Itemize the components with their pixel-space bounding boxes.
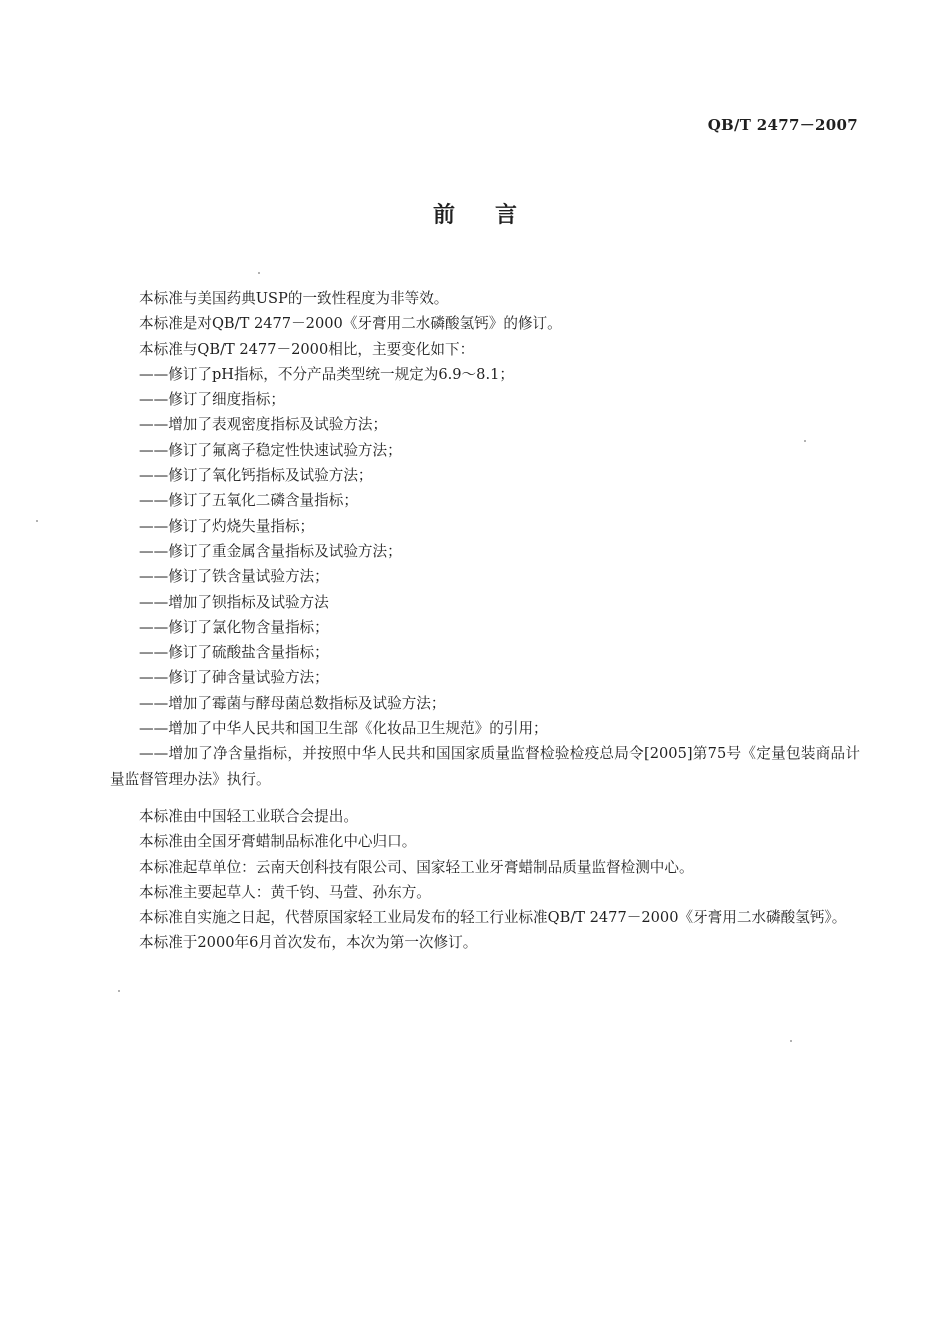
paragraph: 本标准起草单位：云南天创科技有限公司、国家轻工业牙膏蜡制品质量监督检测中心。 [139, 858, 694, 876]
paragraph: 本标准自实施之日起，代替原国家轻工业局发布的轻工行业标准QB/T 2477－2000《牙膏用二水磷酸氢钙》。 [139, 909, 847, 927]
paragraph: 本标准是对QB/T 2477－2000《牙膏用二水磷酸氢钙》的修订。 [139, 315, 562, 333]
change-item: ——修订了细度指标； [139, 391, 285, 409]
change-item: ——增加了表观密度指标及试验方法； [139, 416, 388, 434]
change-item: ——修订了铁含量试验方法； [139, 568, 329, 586]
scan-speck [118, 990, 120, 992]
scan-speck [36, 520, 38, 522]
change-item: ——修订了重金属含量指标及试验方法； [139, 542, 402, 560]
scan-speck [258, 272, 260, 274]
change-item: ——增加了中华人民共和国卫生部《化妆品卫生规范》的引用； [139, 720, 548, 738]
change-item: ——修订了氟离子稳定性快速试验方法； [139, 441, 402, 459]
standard-number: QB/T 2477－2007 [707, 116, 858, 134]
change-item: ——修订了砷含量试验方法； [139, 669, 329, 687]
paragraph: 本标准与美国药典USP的一致性程度为非等效。 [139, 290, 449, 307]
paragraph: 本标准于2000年6月首次发布，本次为第一次修订。 [139, 934, 478, 952]
scan-speck [790, 1040, 792, 1042]
foreword-section-changes [110, 286, 860, 792]
paragraph: 本标准与QB/T 2477－2000相比，主要变化如下： [139, 340, 475, 358]
change-item: ——增加了钡指标及试验方法 [139, 593, 329, 611]
change-item: ——修订了氯化物含量指标； [139, 618, 329, 636]
paragraph: 本标准由中国轻工业联合会提出。 [139, 808, 358, 825]
page-title: 前言 [432, 202, 557, 228]
paragraph: 本标准由全国牙膏蜡制品标准化中心归口。 [139, 833, 417, 851]
change-item: ——修订了硫酸盐含量指标； [139, 644, 329, 662]
paragraph: 本标准主要起草人：黄千钧、马萱、孙东方。 [139, 883, 431, 901]
change-item: ——修订了五氧化二磷含量指标； [139, 492, 358, 510]
foreword-section-drafting-info [110, 804, 860, 956]
change-item: ——增加了净含量指标，并按照中华人民共和国国家质量监督检验检疫总局令[2005]第75号《定量包装商品计量监督管理办法》执行。 [110, 745, 860, 788]
change-item: ——修订了灼烧失量指标； [139, 517, 315, 535]
change-item: ——修订了氧化钙指标及试验方法； [139, 467, 373, 485]
change-item: ——增加了霉菌与酵母菌总数指标及试验方法； [139, 694, 446, 712]
scan-speck [804, 440, 806, 442]
change-item: ——修订了pH指标，不分产品类型统一规定为6.9～8.1； [139, 365, 514, 383]
